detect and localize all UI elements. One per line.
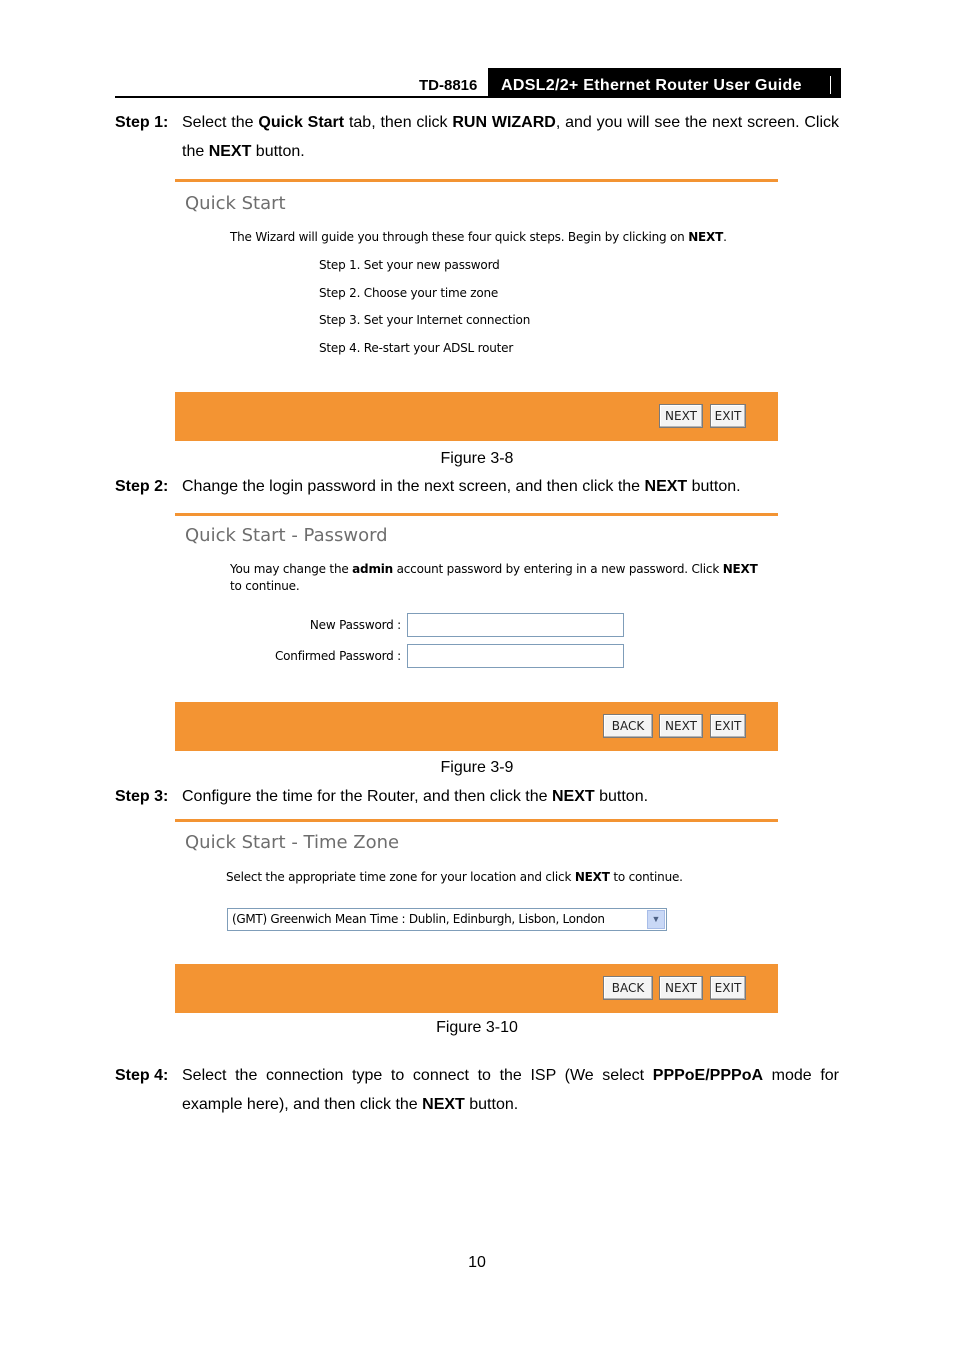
step-2-text: Change the login password in the next screen, and then click the NEXT button. — [182, 478, 741, 495]
back-button[interactable]: BACK — [603, 976, 653, 1000]
wizard-intro: The Wizard will guide you through these four quick steps. Begin by clicking on NEXT. — [230, 230, 727, 244]
time-zone-intro: Select the appropriate time zone for your location and click NEXT to continue. — [226, 870, 683, 884]
header-model: TD-8816 — [419, 77, 478, 94]
exit-button[interactable]: EXIT — [710, 714, 746, 738]
panel-title: Quick Start - Password — [185, 525, 388, 546]
wizard-step-item: Step 1. Set your new password — [319, 258, 500, 272]
step-2-label: Step 2: — [115, 478, 169, 495]
next-button[interactable]: NEXT — [659, 714, 703, 738]
panel-button-bar — [175, 964, 778, 1013]
step-4-text: Select the connection type to connect to the ISP (We select PPPoE/PPPoA mode for example here), and then click the NEXT button. — [182, 1067, 840, 1113]
panel-title: Quick Start — [185, 193, 286, 214]
step-3-label: Step 3: — [115, 788, 169, 805]
header-guide-title-text: ADSL2/2+ Ethernet Router User Guide — [501, 77, 802, 94]
exit-button[interactable]: EXIT — [710, 976, 746, 1000]
header-guide-title — [488, 68, 841, 98]
wizard-step-item: Step 3. Set your Internet connection — [319, 313, 531, 327]
figure-caption: Figure 3-10 — [436, 1019, 518, 1036]
back-button[interactable]: BACK — [603, 714, 653, 738]
exit-button[interactable]: EXIT — [710, 404, 746, 428]
confirmed-password-label: Confirmed Password : — [274, 649, 401, 663]
panel-button-bar — [175, 702, 778, 751]
panel-top-bar — [175, 819, 778, 822]
wizard-step-item: Step 2. Choose your time zone — [319, 286, 499, 300]
header-rule — [115, 96, 841, 98]
panel-button-bar — [175, 392, 778, 441]
new-password-field[interactable] — [407, 613, 624, 637]
step-1-text: Select the Quick Start tab, then click RUN WIZARD, and you will see the next screen. Click the NEXT button. — [182, 114, 840, 160]
figure-caption: Figure 3-8 — [440, 450, 514, 467]
next-button[interactable]: NEXT — [659, 976, 703, 1000]
chevron-down-icon[interactable]: ▼ — [647, 910, 665, 929]
next-button[interactable]: NEXT — [659, 404, 703, 428]
new-password-label: New Password : — [309, 618, 401, 632]
wizard-step-item: Step 4. Re-start your ADSL router — [319, 341, 514, 355]
password-intro: You may change the admin account password by entering in a new password. Click NEXT to continue. — [230, 562, 758, 593]
step-4-label: Step 4: — [115, 1067, 169, 1084]
time-zone-select[interactable] — [227, 908, 667, 931]
step-3-text: Configure the time for the Router, and then click the NEXT button. — [182, 788, 649, 805]
time-zone-panel — [175, 819, 778, 1013]
quick-start-panel — [175, 179, 778, 441]
time-zone-selected-value: (GMT) Greenwich Mean Time : Dublin, Edinburgh, Lisbon, London — [232, 912, 605, 926]
header-divider — [830, 76, 831, 94]
password-panel — [175, 513, 778, 751]
step-1-label: Step 1: — [115, 114, 169, 131]
page-number: 10 — [468, 1254, 486, 1271]
panel-title: Quick Start - Time Zone — [185, 832, 400, 853]
panel-top-bar — [175, 513, 778, 516]
confirmed-password-field[interactable] — [407, 644, 624, 668]
figure-caption: Figure 3-9 — [440, 759, 514, 776]
panel-top-bar — [175, 179, 778, 182]
